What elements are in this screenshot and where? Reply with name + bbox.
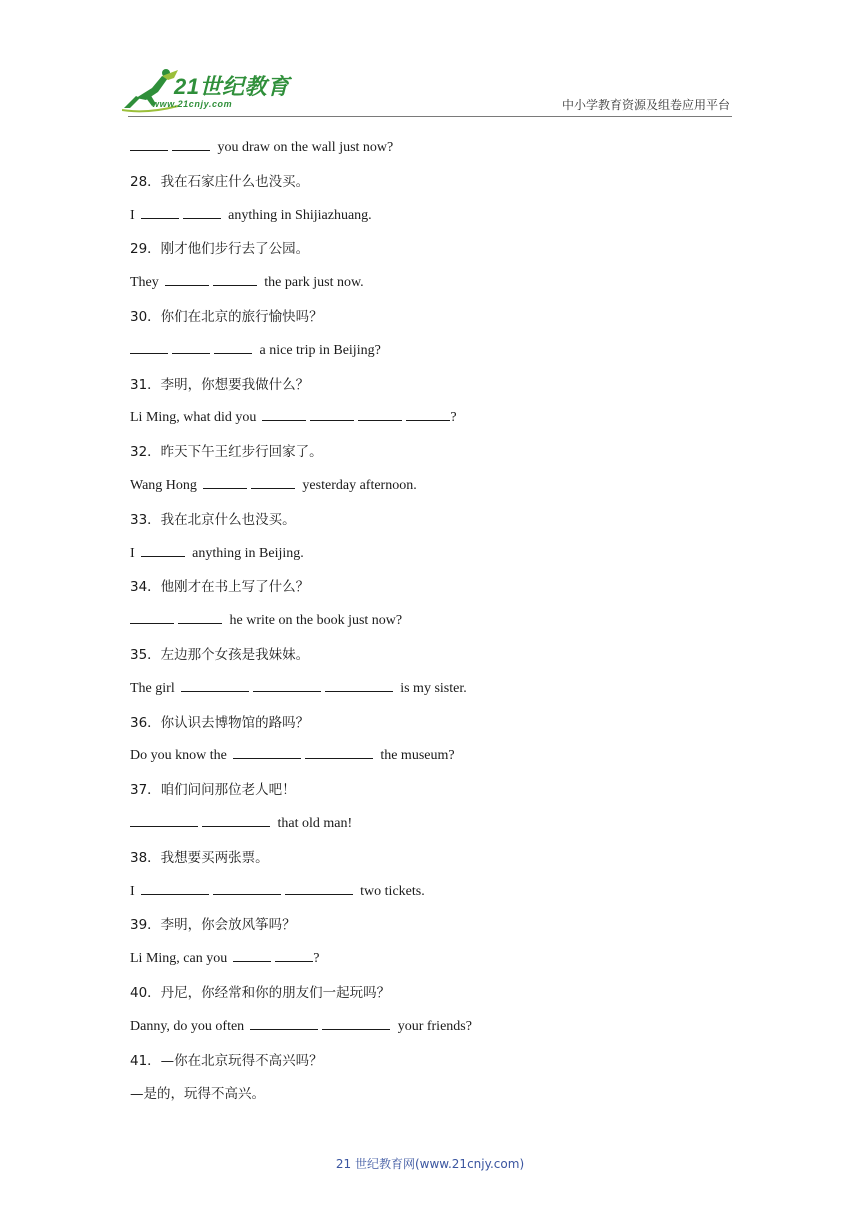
- answer-blank[interactable]: [172, 149, 210, 151]
- answer-blank[interactable]: [310, 419, 354, 421]
- line-lead: Li Ming, can you: [130, 951, 228, 967]
- answer-blank[interactable]: [203, 487, 247, 489]
- question-34: 34．他刚才在书上写了什么？: [130, 579, 310, 596]
- line-text: ?: [450, 410, 457, 426]
- line-lead: Do you know the: [130, 748, 227, 764]
- answer-blank[interactable]: [130, 825, 198, 827]
- line-lead: Wang Hong: [130, 477, 197, 493]
- question-39: 39．李明，你会放风筝吗？: [130, 917, 296, 934]
- answer-blank[interactable]: [181, 690, 249, 692]
- line-text: anything in Beijing.: [192, 545, 304, 561]
- answer-blank[interactable]: [165, 284, 209, 286]
- line-text: ?: [313, 951, 320, 967]
- question-37: 37．咱们问问那位老人吧！: [130, 782, 296, 799]
- answer-line-37: [130, 811, 740, 845]
- question-33: 33．我在北京什么也没买。: [130, 511, 296, 528]
- line-text: yesterday afternoon.: [302, 477, 417, 493]
- line-text: you draw on the wall just now?: [217, 140, 394, 155]
- answer-blank[interactable]: [214, 352, 252, 354]
- answer-blank[interactable]: [130, 622, 174, 624]
- answer-line-38: [130, 879, 740, 913]
- line-text: a nice trip in Beijing?: [259, 342, 381, 358]
- question-38: 38．我想要买两张票。: [130, 849, 269, 866]
- answer-blank[interactable]: [130, 149, 168, 151]
- answer-line-40: [130, 1014, 740, 1048]
- answer-line-36: [130, 743, 740, 777]
- page-header: [0, 0, 860, 120]
- line-lead: I: [130, 545, 135, 561]
- answer-blank[interactable]: [322, 1028, 390, 1030]
- answer-blank[interactable]: [406, 419, 450, 421]
- line-text: the museum?: [380, 748, 455, 764]
- question-41: 41．—你在北京玩得不高兴吗？: [130, 1052, 323, 1069]
- answer-blank[interactable]: [141, 893, 209, 895]
- exercise-list: [130, 135, 740, 1115]
- answer-blank[interactable]: [275, 960, 313, 962]
- line-text: he write on the book just now?: [229, 613, 403, 629]
- answer-blank[interactable]: [251, 487, 295, 489]
- answer-blank[interactable]: [183, 217, 221, 219]
- answer-41: —是的，玩得不高兴。: [130, 1086, 265, 1103]
- answer-line-31: [130, 405, 740, 439]
- answer-blank[interactable]: [358, 419, 402, 421]
- answer-line-34: [130, 608, 740, 642]
- answer-blank[interactable]: [262, 419, 306, 421]
- header-tagline: 中小学教育资源及组卷应用平台: [561, 98, 730, 112]
- answer-blank[interactable]: [253, 690, 321, 692]
- answer-blank[interactable]: [233, 960, 271, 962]
- answer-blank[interactable]: [213, 893, 281, 895]
- answer-blank[interactable]: [141, 555, 185, 557]
- answer-blank[interactable]: [233, 757, 301, 759]
- answer-blank[interactable]: [172, 352, 210, 354]
- answer-blank[interactable]: [130, 352, 168, 354]
- logo-url: www.21cnjy.com: [152, 99, 233, 109]
- page-footer: 21 世纪教育网(www.21cnjy.com): [335, 1157, 525, 1171]
- answer-blank[interactable]: [325, 690, 393, 692]
- answer-blank[interactable]: [250, 1028, 318, 1030]
- line-lead: Li Ming, what did you: [130, 410, 257, 426]
- answer-blank[interactable]: [202, 825, 270, 827]
- line-lead: They: [130, 275, 159, 291]
- question-40: 40．丹尼，你经常和你的朋友们一起玩吗？: [130, 984, 391, 1001]
- answer-blank[interactable]: [305, 757, 373, 759]
- question-35: 35．左边那个女孩是我妹妹。: [130, 646, 310, 663]
- line-text: anything in Shijiazhuang.: [228, 207, 372, 223]
- line-lead: I: [130, 207, 135, 223]
- line-text: is my sister.: [400, 680, 467, 696]
- answer-line-27: [130, 135, 740, 169]
- answer-blank[interactable]: [178, 622, 222, 624]
- logo-text: 21世纪教育: [174, 74, 290, 99]
- line-lead: Danny, do you often: [130, 1018, 245, 1034]
- line-text: your friends?: [397, 1018, 472, 1034]
- question-32: 32．昨天下午王红步行回家了。: [130, 444, 323, 461]
- answer-line-33: [130, 541, 740, 575]
- answer-line-39: [130, 946, 740, 980]
- question-31: 31．李明，你想要我做什么？: [130, 376, 310, 393]
- question-30: 30．你们在北京的旅行愉快吗？: [130, 308, 323, 325]
- line-text: two tickets.: [360, 883, 425, 899]
- question-29: 29．刚才他们步行去了公园。: [130, 241, 310, 258]
- answer-blank[interactable]: [285, 893, 353, 895]
- question-28: 28．我在石家庄什么也没买。: [130, 173, 310, 190]
- answer-blank[interactable]: [141, 217, 179, 219]
- question-36: 36．你认识去博物馆的路吗？: [130, 714, 310, 731]
- answer-blank[interactable]: [213, 284, 257, 286]
- line-text: the park just now.: [264, 275, 364, 291]
- header-divider: [128, 116, 732, 117]
- answer-line-32: [130, 473, 740, 507]
- line-lead: The girl: [130, 680, 175, 696]
- logo: [122, 68, 292, 116]
- line-lead: I: [130, 883, 135, 899]
- answer-line-30: [130, 338, 740, 372]
- answer-line-28: [130, 203, 740, 237]
- answer-line-29: [130, 270, 740, 304]
- answer-line-35: [130, 676, 740, 710]
- line-text: that old man!: [277, 815, 353, 831]
